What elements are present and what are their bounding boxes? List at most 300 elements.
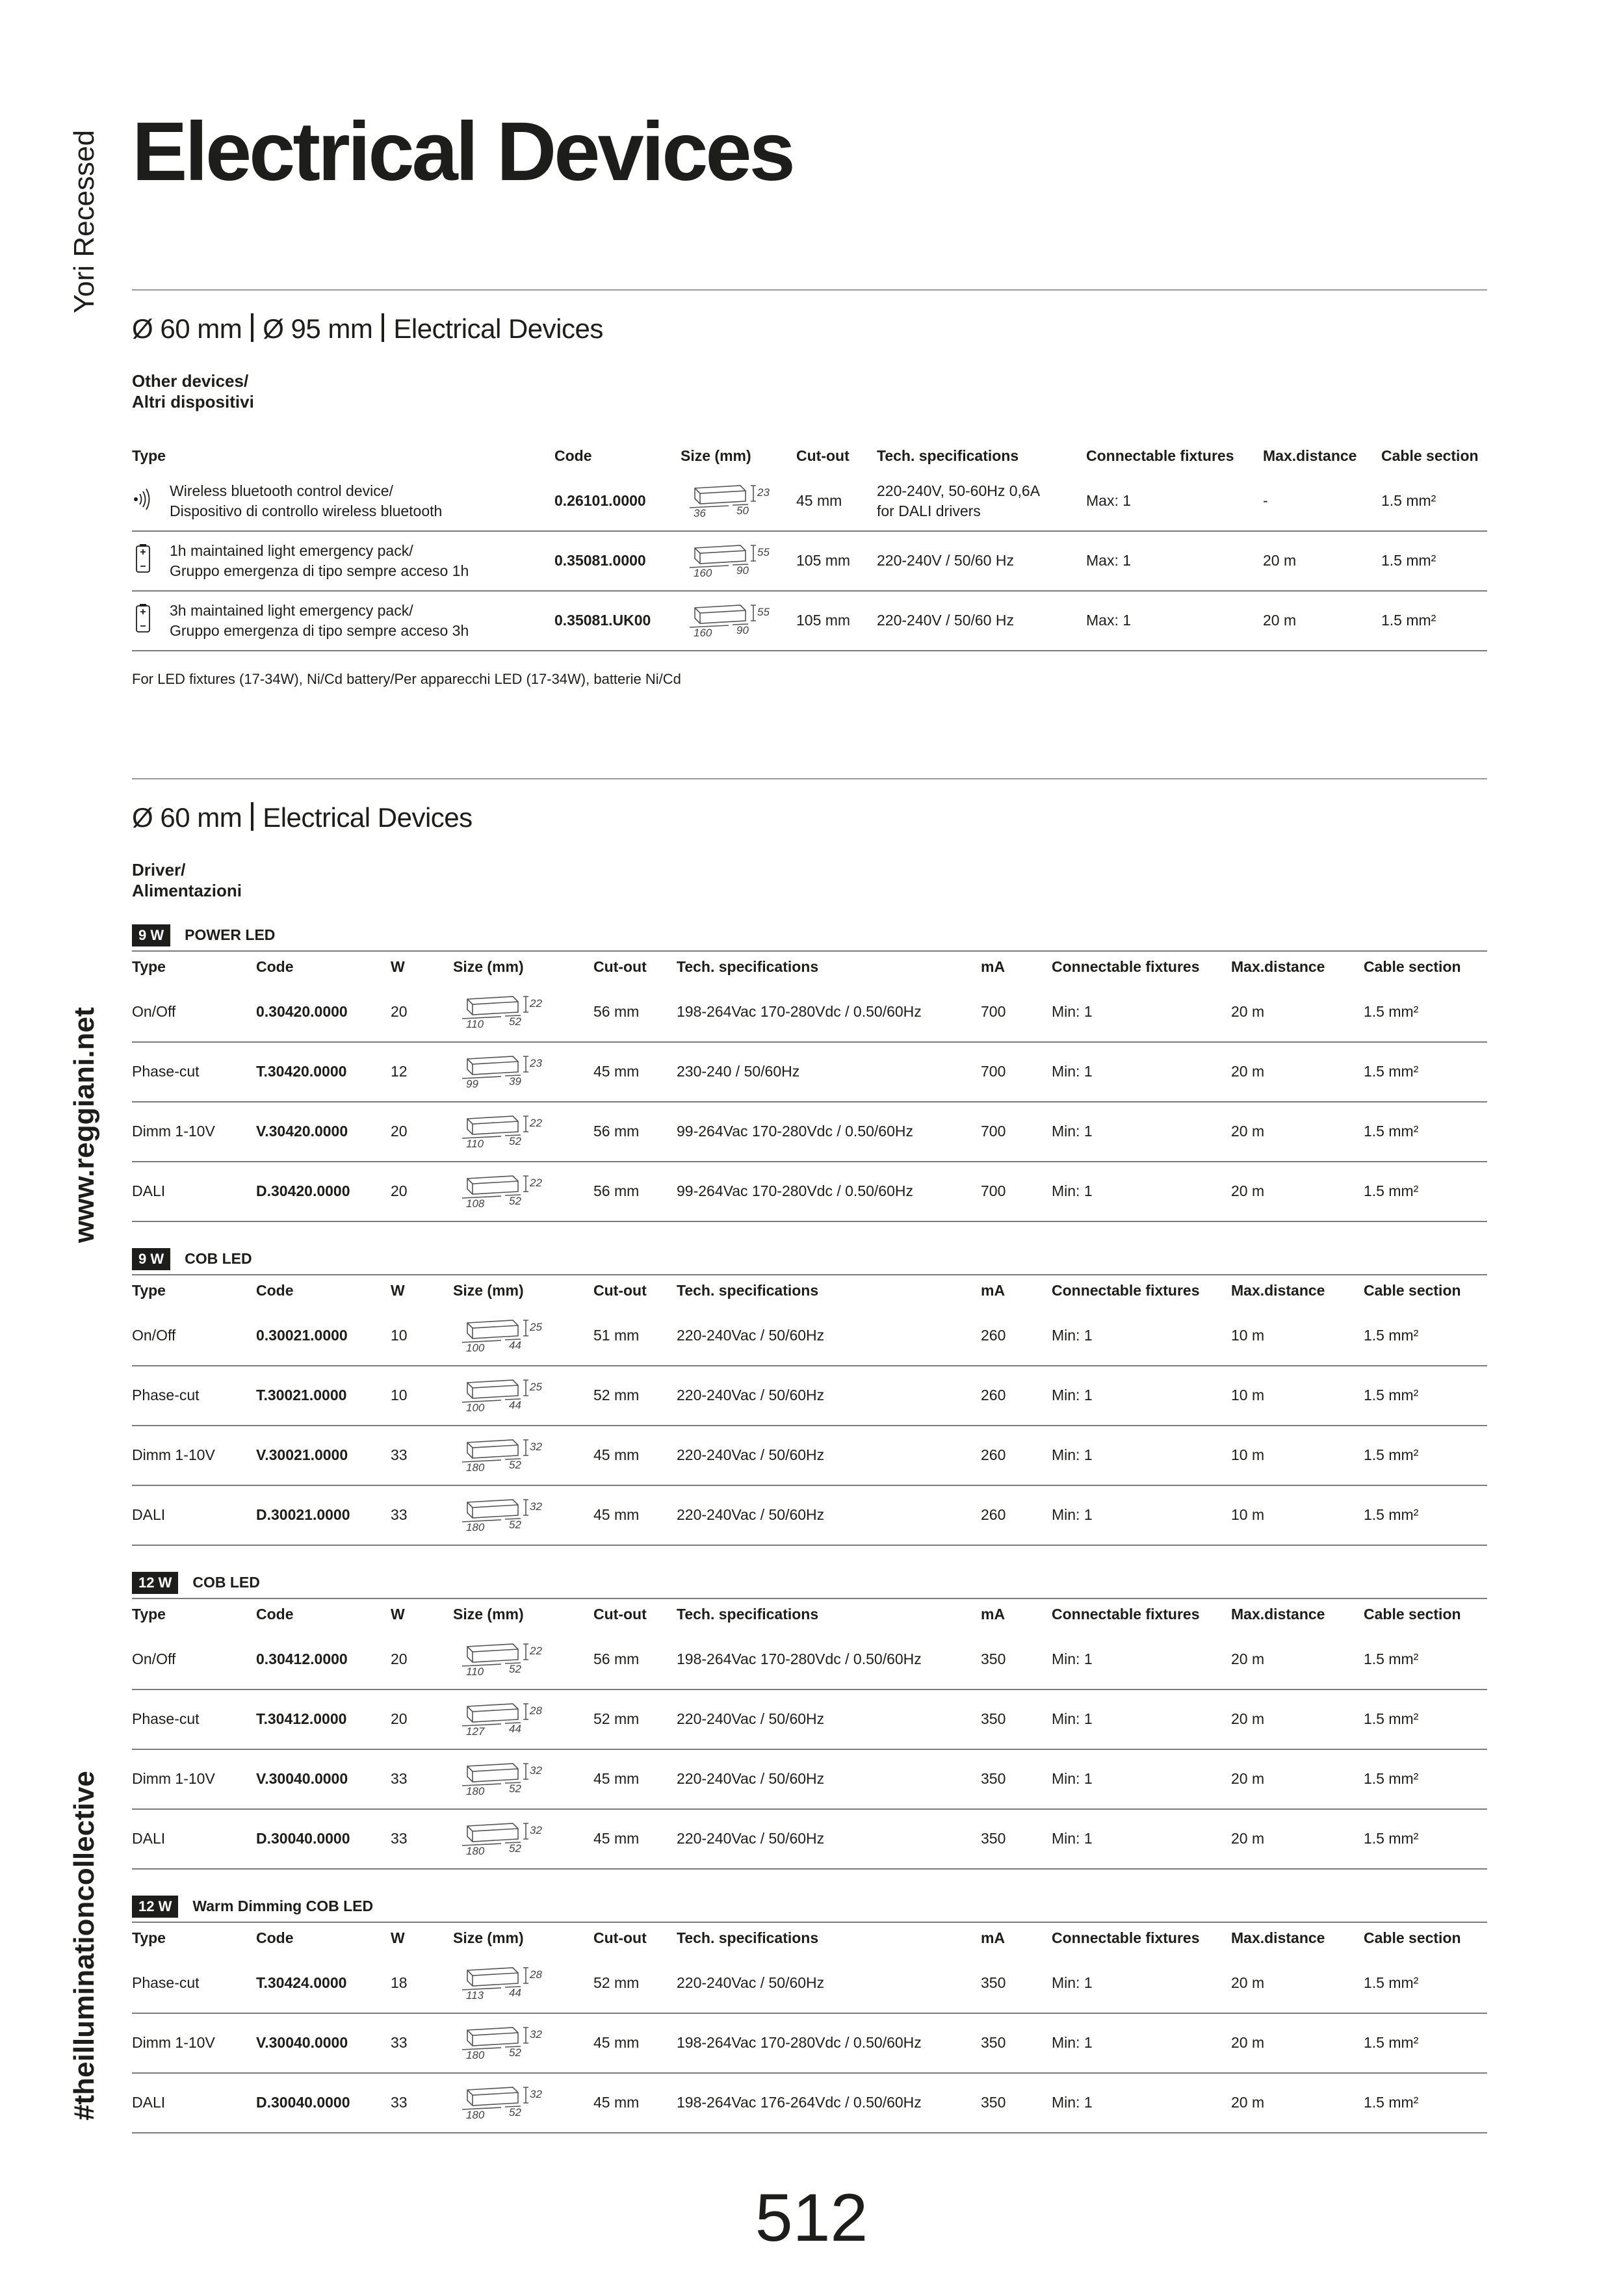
size-length-label: 100 [466, 1401, 485, 1414]
size-width-label: 52 [509, 1458, 521, 1471]
fixtures-cell: Max: 1 [1086, 531, 1263, 591]
tech-cell: 198-264Vac 170-280Vdc / 0.50/60Hz [677, 2013, 981, 2073]
cutout-cell: 56 mm [593, 1162, 677, 1221]
driver-box-icon [453, 1817, 551, 1857]
cable-cell: 1.5 mm² [1364, 2073, 1487, 2133]
wattage-cell: 33 [391, 1749, 453, 1809]
type-cell: Dimm 1-10V [132, 1749, 256, 1809]
column-header: Code [256, 958, 294, 976]
fixtures-cell: Min: 1 [1052, 983, 1231, 1042]
tech-cell: 220-240Vac / 50/60Hz [677, 1689, 981, 1749]
size-drawing [453, 1961, 551, 2002]
size-length-label: 180 [466, 1461, 485, 1474]
code-cell: D.30040.0000 [256, 2073, 391, 2133]
group-heading [132, 1572, 1487, 1594]
cable-cell: 1.5 mm² [1364, 1954, 1487, 2013]
column-header: Code [256, 1282, 294, 1299]
size-drawing [453, 1050, 551, 1090]
size-height-label: 25 [530, 1320, 542, 1333]
size-width-label: 44 [509, 1722, 521, 1735]
size-width-label: 44 [509, 1986, 521, 1999]
column-header: Code [256, 1929, 294, 1947]
wattage-cell: 10 [391, 1366, 453, 1426]
size-cell [453, 1366, 593, 1426]
size-length-label: 113 [466, 1989, 484, 2002]
driver-table [132, 1599, 1487, 1870]
code-cell: T.30412.0000 [256, 1689, 391, 1749]
column-header: mA [981, 1282, 1006, 1299]
size-height-label: 22 [530, 997, 542, 1010]
group-heading [132, 1896, 1487, 1918]
current-cell: 260 [981, 1307, 1052, 1366]
maxdistance-cell: 20 m [1231, 1954, 1364, 2013]
battery-pack-icon [132, 543, 154, 579]
wattage-cell: 33 [391, 1485, 453, 1545]
wattage-cell: 18 [391, 1954, 453, 2013]
type-cell: Phase-cut [132, 1689, 256, 1749]
column-header: Max.distance [1231, 1929, 1325, 1947]
fixtures-cell: Min: 1 [1052, 1954, 1231, 2013]
driver-box-icon [453, 1433, 551, 1474]
tech-cell [877, 472, 1086, 531]
size-cell [681, 472, 796, 531]
column-header: Type [132, 1606, 166, 1623]
tech-cell: 220-240Vac / 50/60Hz [677, 1307, 981, 1366]
table-row [132, 472, 1487, 531]
size-drawing [453, 2021, 551, 2061]
driver-box-icon [453, 1961, 551, 2002]
size-length-label: 180 [466, 2048, 485, 2061]
size-cell [453, 1102, 593, 1162]
size-width-label: 52 [509, 1662, 521, 1675]
table-row [132, 1102, 1487, 1162]
driver-table [132, 952, 1487, 1222]
other-devices-table [132, 441, 1487, 651]
cable-cell: 1.5 mm² [1364, 1749, 1487, 1809]
current-cell: 350 [981, 1954, 1052, 2013]
size-cell [453, 1630, 593, 1689]
size-height-label: 32 [530, 1440, 542, 1453]
size-width-label: 50 [736, 504, 749, 517]
section-title-diameter-60: Ø 60 mm [132, 313, 242, 344]
driver-box-icon [453, 1169, 551, 1210]
cable-cell: 1.5 mm² [1364, 1307, 1487, 1366]
fixtures-cell: Min: 1 [1052, 1426, 1231, 1485]
current-cell: 350 [981, 2013, 1052, 2073]
size-height-label: 22 [530, 1116, 542, 1129]
driver-group [132, 924, 1487, 1222]
size-height-label: 32 [530, 2087, 542, 2100]
column-header: Max.distance [1263, 447, 1357, 465]
code-cell: 0.30412.0000 [256, 1630, 391, 1689]
maxdistance-cell: 10 m [1231, 1307, 1364, 1366]
size-width-label: 52 [509, 2106, 521, 2119]
column-header: Cut-out [593, 1282, 647, 1299]
wattage-cell: 20 [391, 1162, 453, 1221]
wattage-cell: 33 [391, 1426, 453, 1485]
column-header: Size (mm) [681, 447, 751, 465]
type-cell: On/Off [132, 1630, 256, 1689]
code-cell: V.30040.0000 [256, 2013, 391, 2073]
size-length-label: 180 [466, 1844, 485, 1857]
tech-cell: 220-240Vac / 50/60Hz [677, 1954, 981, 2013]
size-drawing [453, 1110, 551, 1150]
type-text-en: 3h maintained light emergency pack/ [170, 601, 413, 619]
wattage-cell: 20 [391, 1630, 453, 1689]
cutout-cell: 45 mm [593, 1426, 677, 1485]
wattage-badge: 9 W [132, 924, 170, 946]
cable-cell: 1.5 mm² [1364, 1689, 1487, 1749]
type-cell: Phase-cut [132, 1042, 256, 1102]
size-height-label: 22 [530, 1176, 542, 1189]
wattage-badge: 9 W [132, 1248, 170, 1270]
size-height-label: 23 [757, 486, 770, 499]
section-divider [132, 289, 1487, 291]
section-title [132, 802, 1487, 834]
size-width-label: 52 [509, 1782, 521, 1795]
tech-cell [877, 531, 1086, 591]
column-header: Connectable fixtures [1052, 958, 1200, 976]
tech-cell: 99-264Vac 170-280Vdc / 0.50/60Hz [677, 1102, 981, 1162]
column-header: Connectable fixtures [1086, 447, 1234, 465]
fixtures-cell: Min: 1 [1052, 1162, 1231, 1221]
cable-cell: 1.5 mm² [1364, 1162, 1487, 1221]
current-cell: 260 [981, 1426, 1052, 1485]
column-header: Code [554, 447, 592, 465]
maxdistance-cell: 20 m [1231, 1042, 1364, 1102]
cable-cell: 1.5 mm² [1381, 531, 1487, 591]
column-header: Tech. specifications [677, 1282, 819, 1299]
type-cell: On/Off [132, 983, 256, 1042]
current-cell: 700 [981, 1102, 1052, 1162]
size-length-label: 108 [466, 1197, 485, 1210]
tech-cell: 230-240 / 50/60Hz [677, 1042, 981, 1102]
column-header: Size (mm) [453, 1606, 524, 1623]
driver-box-icon [453, 1637, 551, 1678]
code-cell: 0.35081.UK00 [554, 591, 681, 651]
maxdistance-cell: 20 m [1231, 1689, 1364, 1749]
column-header: W [391, 1606, 405, 1623]
maxdistance-cell: 10 m [1231, 1366, 1364, 1426]
current-cell: 260 [981, 1366, 1052, 1426]
driver-box-icon [681, 599, 778, 639]
current-cell: 350 [981, 1809, 1052, 1869]
maxdistance-cell: 10 m [1231, 1485, 1364, 1545]
cutout-cell: 45 mm [593, 1042, 677, 1102]
column-header: W [391, 958, 405, 976]
section-title-diameter-60: Ø 60 mm [132, 802, 242, 833]
size-drawing [453, 1817, 551, 1857]
driver-box-icon [453, 1314, 551, 1354]
fixtures-cell: Min: 1 [1052, 1366, 1231, 1426]
table-row [132, 1954, 1487, 2013]
column-header: Max.distance [1231, 1282, 1325, 1299]
current-cell: 700 [981, 1042, 1052, 1102]
code-cell: 0.30420.0000 [256, 983, 391, 1042]
current-cell: 700 [981, 983, 1052, 1042]
cutout-cell: 51 mm [593, 1307, 677, 1366]
tech-line: 220-240V / 50/60 Hz [877, 612, 1014, 629]
size-cell [453, 1749, 593, 1809]
section-subtitle [132, 860, 1487, 900]
tech-cell: 198-264Vac 170-280Vdc / 0.50/60Hz [677, 1630, 981, 1689]
size-drawing [453, 1697, 551, 1738]
tech-cell [877, 591, 1086, 651]
column-header: Type [132, 1929, 166, 1947]
column-header: Size (mm) [453, 1282, 524, 1299]
led-type-label: COB LED [192, 1574, 260, 1591]
table-row [132, 1689, 1487, 1749]
maxdistance-cell: 20 m [1231, 1630, 1364, 1689]
subtitle-line-it: Alimentazioni [132, 880, 242, 900]
code-cell: 0.30021.0000 [256, 1307, 391, 1366]
fixtures-cell: Min: 1 [1052, 1809, 1231, 1869]
cutout-cell: 52 mm [593, 1366, 677, 1426]
type-cell [132, 591, 554, 651]
subtitle-line-en: Other devices/ [132, 371, 249, 391]
column-header: Max.distance [1231, 958, 1325, 976]
cutout-cell: 45 mm [593, 1749, 677, 1809]
driver-box-icon [453, 1757, 551, 1797]
group-heading [132, 924, 1487, 946]
fixtures-cell: Min: 1 [1052, 1630, 1231, 1689]
size-width-label: 39 [509, 1075, 521, 1088]
cutout-cell: 56 mm [593, 1102, 677, 1162]
tech-cell: 220-240Vac / 50/60Hz [677, 1426, 981, 1485]
code-cell: 0.26101.0000 [554, 472, 681, 531]
table-row [132, 1485, 1487, 1545]
size-cell [681, 591, 796, 651]
size-width-label: 52 [509, 1842, 521, 1855]
code-cell: V.30040.0000 [256, 1749, 391, 1809]
fixtures-cell: Min: 1 [1052, 1749, 1231, 1809]
size-cell [681, 531, 796, 591]
driver-table [132, 1923, 1487, 2133]
tech-line: 220-240V / 50/60 Hz [877, 552, 1014, 569]
column-header: mA [981, 1606, 1006, 1623]
table-row [132, 591, 1487, 651]
size-height-label: 32 [530, 1500, 542, 1513]
group-heading [132, 1248, 1487, 1270]
type-cell: DALI [132, 1485, 256, 1545]
cutout-cell: 45 mm [593, 1485, 677, 1545]
size-drawing [681, 599, 778, 639]
size-cell [453, 1485, 593, 1545]
type-cell: Dimm 1-10V [132, 1102, 256, 1162]
cable-cell: 1.5 mm² [1364, 1485, 1487, 1545]
table-row [132, 1630, 1487, 1689]
type-cell: DALI [132, 2073, 256, 2133]
driver-box-icon [453, 1374, 551, 1414]
size-width-label: 52 [509, 1134, 521, 1147]
size-cell [453, 1426, 593, 1485]
tech-cell: 220-240Vac / 50/60Hz [677, 1366, 981, 1426]
column-header: Tech. specifications [677, 958, 819, 976]
wattage-badge: 12 W [132, 1896, 178, 1918]
cable-cell: 1.5 mm² [1364, 2013, 1487, 2073]
tech-cell: 99-264Vac 170-280Vdc / 0.50/60Hz [677, 1162, 981, 1221]
maxdistance-cell: 20 m [1231, 1162, 1364, 1221]
size-cell [453, 1809, 593, 1869]
size-drawing [681, 539, 778, 579]
driver-box-icon [453, 1110, 551, 1150]
column-header: mA [981, 1929, 1006, 1947]
size-width-label: 52 [509, 1518, 521, 1531]
size-drawing [453, 1374, 551, 1414]
cable-cell: 1.5 mm² [1364, 1426, 1487, 1485]
subtitle-line-it: Altri dispositivi [132, 391, 254, 411]
size-width-label: 90 [736, 564, 749, 577]
led-type-label: POWER LED [185, 926, 276, 944]
tech-cell: 198-264Vac 170-280Vdc / 0.50/60Hz [677, 983, 981, 1042]
driver-group [132, 1572, 1487, 1870]
size-cell [453, 1162, 593, 1221]
driver-box-icon [453, 1050, 551, 1090]
column-header: Cable section [1364, 1606, 1461, 1623]
size-drawing [453, 1493, 551, 1533]
wattage-cell: 33 [391, 1809, 453, 1869]
cable-cell: 1.5 mm² [1364, 1102, 1487, 1162]
cable-cell: 1.5 mm² [1364, 1366, 1487, 1426]
wattage-cell: 20 [391, 1102, 453, 1162]
code-cell: D.30040.0000 [256, 1809, 391, 1869]
table-row [132, 2073, 1487, 2133]
battery-note: For LED fixtures (17-34W), Ni/Cd battery/Per apparecchi LED (17-34W), batterie Ni/Cd [132, 670, 681, 687]
table-row [132, 1809, 1487, 1869]
size-width-label: 44 [509, 1398, 521, 1411]
fixtures-cell: Min: 1 [1052, 2013, 1231, 2073]
driver-box-icon [453, 1493, 551, 1533]
section-title-diameter-95: Ø 95 mm [263, 313, 373, 344]
title-separator [251, 802, 253, 831]
size-drawing [681, 479, 778, 519]
maxdistance-cell: 20 m [1263, 591, 1381, 651]
type-cell: On/Off [132, 1307, 256, 1366]
type-cell: Phase-cut [132, 1366, 256, 1426]
code-cell: D.30021.0000 [256, 1485, 391, 1545]
cutout-cell: 56 mm [593, 1630, 677, 1689]
size-drawing [453, 1757, 551, 1797]
column-header: Cable section [1364, 958, 1461, 976]
size-width-label: 52 [509, 1015, 521, 1028]
fixtures-cell: Min: 1 [1052, 1485, 1231, 1545]
type-cell [132, 472, 554, 531]
maxdistance-cell: 20 m [1231, 983, 1364, 1042]
cutout-cell: 56 mm [593, 983, 677, 1042]
maxdistance-cell: 20 m [1263, 531, 1381, 591]
current-cell: 350 [981, 1749, 1052, 1809]
size-cell [453, 2073, 593, 2133]
type-text-it: Gruppo emergenza di tipo sempre acceso 1h [170, 562, 469, 579]
wattage-cell: 33 [391, 2013, 453, 2073]
column-header: Type [132, 958, 166, 976]
column-header: Max.distance [1231, 1606, 1325, 1623]
fixtures-cell: Min: 1 [1052, 1042, 1231, 1102]
size-height-label: 55 [757, 605, 770, 618]
column-header: Size (mm) [453, 1929, 524, 1947]
cable-cell: 1.5 mm² [1381, 591, 1487, 651]
size-width-label: 52 [509, 1194, 521, 1207]
fixtures-cell: Min: 1 [1052, 1307, 1231, 1366]
table-row [132, 531, 1487, 591]
driver-group [132, 1896, 1487, 2133]
driver-box-icon [453, 2021, 551, 2061]
page-title: Electrical Devices [132, 105, 793, 198]
size-cell [453, 2013, 593, 2073]
wattage-cell: 12 [391, 1042, 453, 1102]
wattage-cell: 20 [391, 983, 453, 1042]
type-cell: DALI [132, 1809, 256, 1869]
size-drawing [453, 2081, 551, 2121]
size-height-label: 25 [530, 1380, 542, 1393]
cutout-cell: 45 mm [796, 472, 877, 531]
column-header: Cut-out [796, 447, 850, 465]
size-length-label: 36 [694, 506, 706, 519]
column-header: Cable section [1364, 1929, 1461, 1947]
size-length-label: 160 [694, 566, 712, 579]
size-length-label: 160 [694, 626, 712, 639]
size-cell [453, 1689, 593, 1749]
cutout-cell: 105 mm [796, 531, 877, 591]
tech-line: 220-240V, 50-60Hz 0,6A [877, 482, 1041, 499]
wattage-cell: 10 [391, 1307, 453, 1366]
size-cell [453, 983, 593, 1042]
table-row [132, 1366, 1487, 1426]
size-height-label: 28 [530, 1968, 542, 1981]
current-cell: 350 [981, 1689, 1052, 1749]
cutout-cell: 45 mm [593, 1809, 677, 1869]
cutout-cell: 52 mm [593, 1689, 677, 1749]
size-drawing [453, 1169, 551, 1210]
driver-box-icon [453, 990, 551, 1030]
section-title [132, 313, 1487, 345]
code-cell: T.30021.0000 [256, 1366, 391, 1426]
fixtures-cell: Min: 1 [1052, 2073, 1231, 2133]
size-length-label: 180 [466, 1520, 485, 1533]
column-header: Type [132, 1282, 166, 1299]
column-header: Connectable fixtures [1052, 1929, 1200, 1947]
size-cell [453, 1307, 593, 1366]
cutout-cell: 45 mm [593, 2013, 677, 2073]
code-cell: V.30420.0000 [256, 1102, 391, 1162]
type-cell: Dimm 1-10V [132, 1426, 256, 1485]
cable-cell: 1.5 mm² [1364, 1630, 1487, 1689]
size-width-label: 90 [736, 623, 749, 636]
title-separator [382, 313, 384, 342]
size-length-label: 180 [466, 1784, 485, 1797]
tech-line: for DALI drivers [877, 502, 981, 519]
side-hashtag-label: #theilluminationcollective [68, 1771, 100, 2120]
maxdistance-cell: 20 m [1231, 1749, 1364, 1809]
code-cell: D.30420.0000 [256, 1162, 391, 1221]
led-type-label: Warm Dimming COB LED [192, 1898, 374, 1915]
wattage-cell: 33 [391, 2073, 453, 2133]
type-cell [132, 531, 554, 591]
page-number: 512 [755, 2180, 868, 2256]
column-header: Cable section [1364, 1282, 1461, 1299]
current-cell: 260 [981, 1485, 1052, 1545]
table-row [132, 1162, 1487, 1221]
wattage-badge: 12 W [132, 1572, 178, 1594]
section-title-name: Electrical Devices [263, 802, 473, 833]
table-row [132, 1749, 1487, 1809]
section-drivers [132, 778, 1487, 2133]
size-length-label: 127 [466, 1725, 485, 1738]
type-cell: Dimm 1-10V [132, 2013, 256, 2073]
section-subtitle [132, 371, 1487, 411]
size-drawing [453, 1314, 551, 1354]
tech-cell: 198-264Vac 176-264Vdc / 0.50/60Hz [677, 2073, 981, 2133]
